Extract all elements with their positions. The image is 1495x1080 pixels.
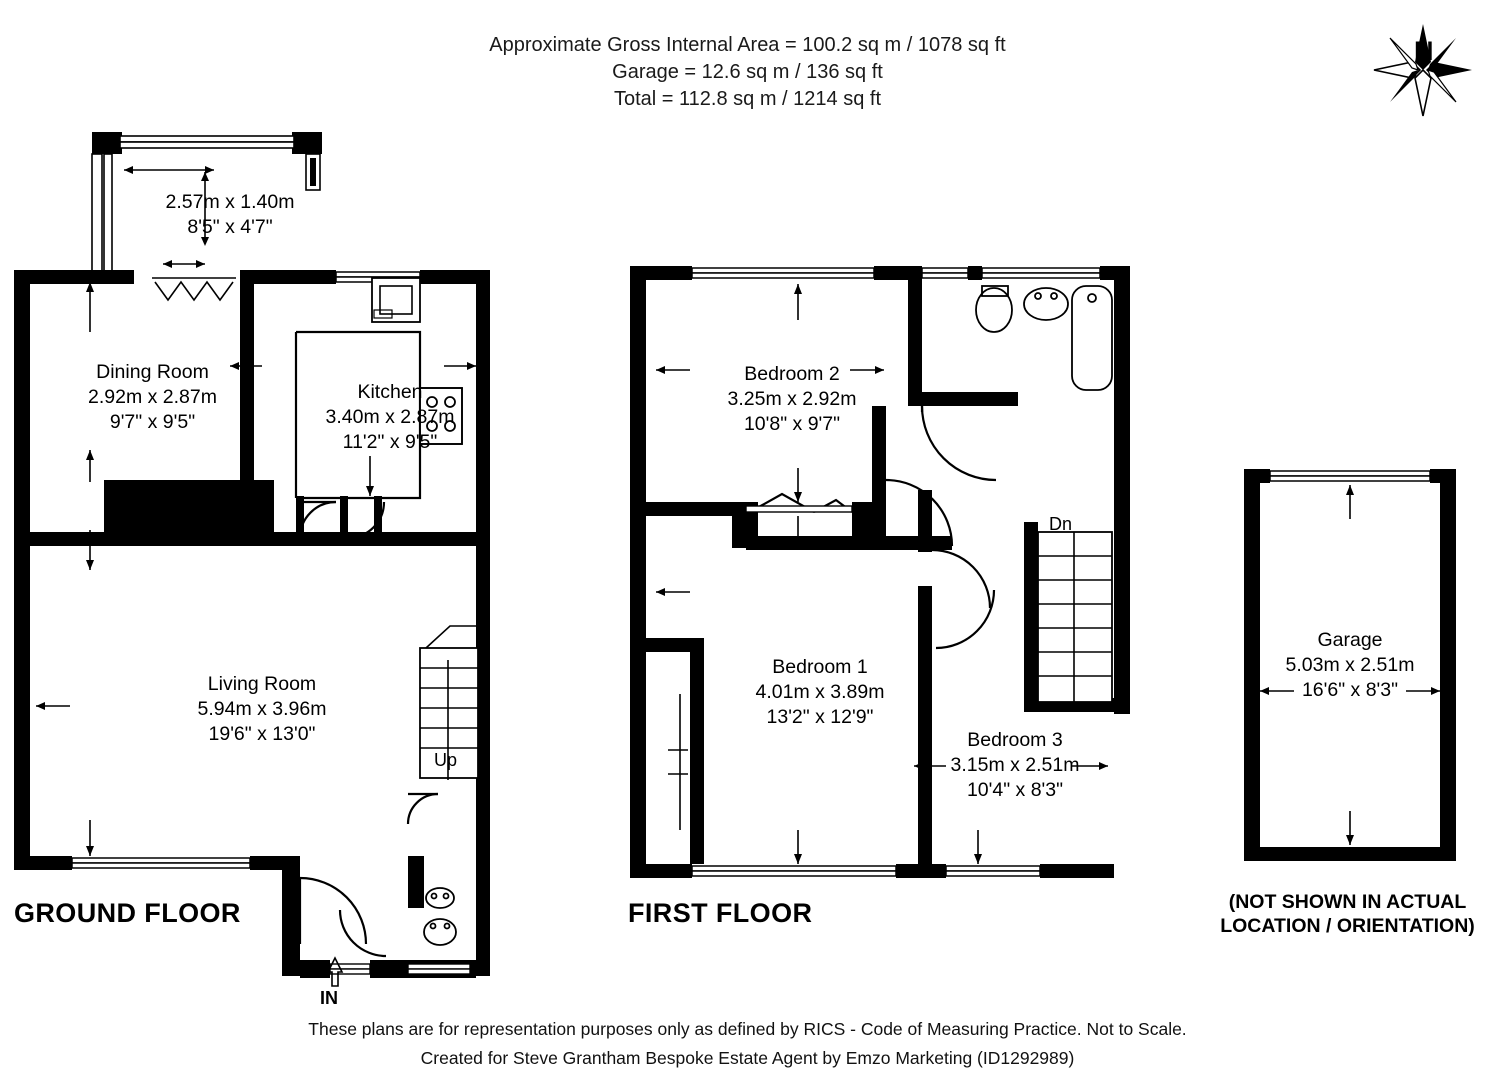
footer-disclaimer: These plans are for representation purposes only as defined by RICS - Code of Measuring Practice. Not to Scale. (308, 1019, 1187, 1039)
dining-room-name: Dining Room (96, 361, 209, 383)
bedroom-2-name: Bedroom 2 (744, 363, 840, 385)
living-room-name: Living Room (207, 673, 317, 695)
living-room-metric: 5.94m x 3.96m (197, 698, 327, 720)
conservatory-metric: 2.57m x 1.40m (165, 191, 295, 213)
bedroom-3-name: Bedroom 3 (967, 729, 1063, 751)
living-room-imperial: 19'6" x 13'0" (208, 723, 316, 745)
conservatory-dims (140, 190, 320, 240)
conservatory-imperial: 8'5" x 4'7" (187, 216, 273, 238)
compass-letter-n: N (1414, 36, 1434, 66)
compass-rose (1368, 20, 1478, 120)
room-living-room (162, 672, 362, 747)
dining-room-imperial: 9'7" x 9'5" (109, 411, 196, 433)
bedroom-1-name: Bedroom 1 (772, 656, 868, 678)
room-bedroom-1 (700, 655, 940, 730)
area-garage: Garage = 12.6 sq m / 136 sq ft (612, 61, 883, 83)
garage-name: Garage (1317, 629, 1383, 651)
garage-note-line2: LOCATION / ORIENTATION) (1220, 915, 1475, 937)
stairs-down-label: Dn (1049, 514, 1073, 534)
garage-imperial: 16'6" x 8'3" (1301, 679, 1399, 701)
bedroom-3-metric: 3.15m x 2.51m (950, 754, 1080, 776)
ground-floor-plan (0, 120, 540, 1020)
first-floor-title: FIRST FLOOR (628, 898, 813, 928)
garage-location-note (1205, 890, 1490, 938)
bedroom-3-imperial: 10'4" x 8'3" (966, 779, 1064, 801)
garage-metric: 5.03m x 2.51m (1285, 654, 1415, 676)
entrance-in-label: IN (320, 988, 338, 1008)
kitchen-name: Kitchen (357, 381, 423, 403)
ground-floor-title: GROUND FLOOR (14, 898, 241, 928)
footer-credit: Created for Steve Grantham Bespoke Estate Agent by Emzo Marketing (ID1292989) (420, 1048, 1075, 1068)
dining-room-metric: 2.92m x 2.87m (88, 386, 217, 408)
bedroom-1-metric: 4.01m x 3.89m (755, 681, 885, 703)
stairs-up-label: Up (434, 750, 458, 770)
area-gross-internal: Approximate Gross Internal Area = 100.2 sq m / 1078 sq ft (489, 34, 1006, 56)
kitchen-imperial: 11'2" x 9'5" (342, 431, 438, 453)
area-total: Total = 112.8 sq m / 1214 sq ft (613, 88, 881, 110)
room-dining-room (60, 360, 245, 435)
bedroom-1-imperial: 13'2" x 12'9" (766, 706, 874, 728)
area-summary (0, 32, 1495, 113)
room-bedroom-3 (912, 728, 1118, 803)
kitchen-metric: 3.40m x 2.87m (325, 406, 455, 428)
garage-note-line1: (NOT SHOWN IN ACTUAL (1228, 891, 1467, 913)
bedroom-2-imperial: 10'8" x 9'7" (743, 413, 841, 435)
room-kitchen (295, 380, 485, 455)
bedroom-2-metric: 3.25m x 2.92m (727, 388, 857, 410)
room-garage (1250, 628, 1450, 703)
room-bedroom-2 (672, 362, 912, 437)
